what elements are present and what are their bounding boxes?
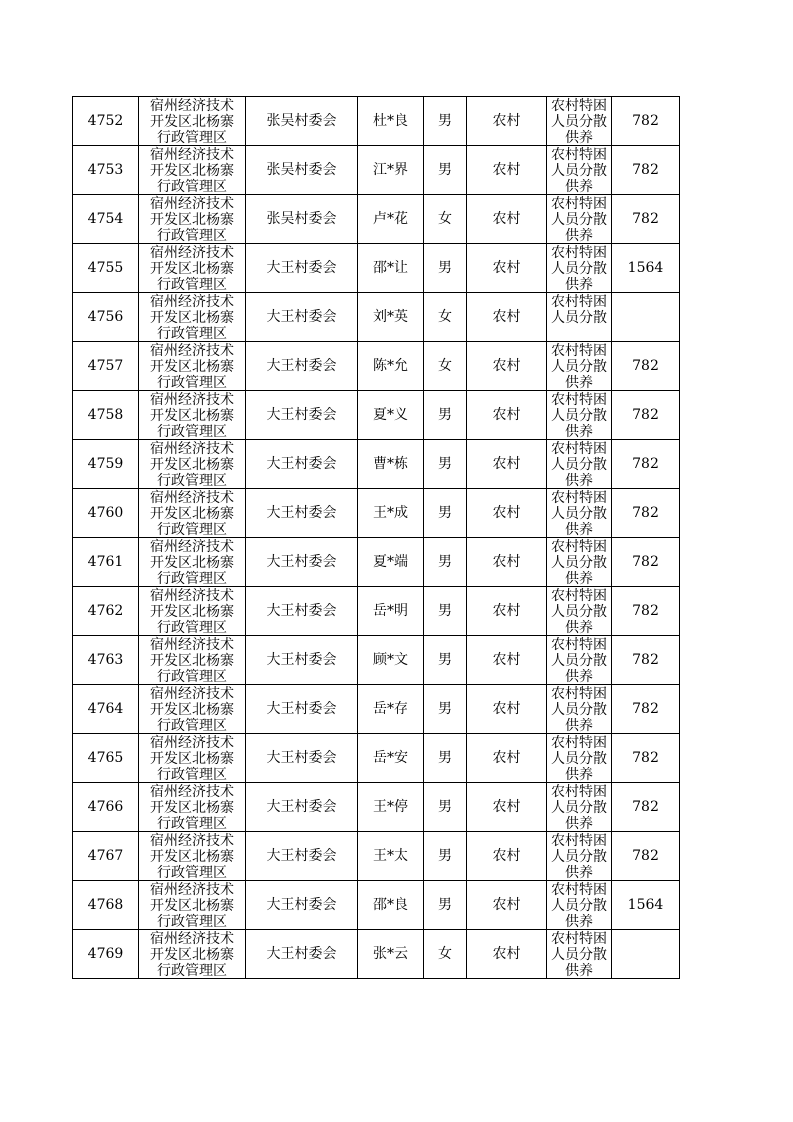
residence-type-cell: 农村 [467,538,547,587]
record-id-cell: 4769 [73,930,139,979]
table-row [73,244,680,293]
assistance-category-text: 农村特困人员分散供养 [551,833,607,880]
assistance-category-cell [547,832,612,881]
residence-type-cell: 农村 [467,587,547,636]
administrative-region-text: 宿州经济技术开发区北杨寨行政管理区 [150,392,234,439]
table-row [73,489,680,538]
residence-type-cell: 农村 [467,342,547,391]
gender-cell: 男 [424,391,467,440]
administrative-region-text: 宿州经济技术开发区北杨寨行政管理区 [150,637,234,684]
assistance-category-text: 农村特困人员分散供养 [551,392,607,439]
administrative-region-text: 宿州经济技术开发区北杨寨行政管理区 [150,882,234,929]
gender-cell: 男 [424,97,467,146]
person-name-cell: 张*云 [358,930,424,979]
table-row [73,930,680,979]
table-row [73,587,680,636]
residence-type-cell: 农村 [467,195,547,244]
assistance-category-text: 农村特困人员分散供养 [551,735,607,782]
table-row [73,391,680,440]
residence-type-cell: 农村 [467,734,547,783]
assistance-category-cell [547,293,612,342]
person-name-cell: 卢*花 [358,195,424,244]
village-committee-cell: 大王村委会 [246,832,358,881]
person-name-cell: 王*成 [358,489,424,538]
administrative-region-cell [139,244,246,293]
residence-type-cell: 农村 [467,832,547,881]
record-id-cell: 4767 [73,832,139,881]
table-row [73,293,680,342]
table-row [73,734,680,783]
administrative-region-text: 宿州经济技术开发区北杨寨行政管理区 [150,784,234,831]
assistance-category-cell [547,244,612,293]
administrative-region-cell [139,293,246,342]
assistance-category-text: 农村特困人员分散供养 [551,686,607,733]
record-id-cell: 4760 [73,489,139,538]
administrative-region-text: 宿州经济技术开发区北杨寨行政管理区 [150,196,234,243]
administrative-region-cell [139,489,246,538]
gender-cell: 女 [424,342,467,391]
administrative-region-text: 宿州经济技术开发区北杨寨行政管理区 [150,931,234,978]
assistance-category-cell [547,734,612,783]
gender-cell: 男 [424,489,467,538]
amount-cell: 782 [612,685,680,734]
amount-cell [612,930,680,979]
gender-cell: 男 [424,734,467,783]
record-id-cell: 4758 [73,391,139,440]
residence-type-cell: 农村 [467,685,547,734]
gender-cell: 女 [424,293,467,342]
administrative-region-text: 宿州经济技术开发区北杨寨行政管理区 [150,294,234,341]
administrative-region-cell [139,783,246,832]
administrative-region-text: 宿州经济技术开发区北杨寨行政管理区 [150,539,234,586]
gender-cell: 男 [424,244,467,293]
gender-cell: 男 [424,783,467,832]
record-id-cell: 4755 [73,244,139,293]
administrative-region-cell [139,440,246,489]
amount-cell: 1564 [612,244,680,293]
village-committee-cell: 大王村委会 [246,636,358,685]
residence-type-cell: 农村 [467,146,547,195]
administrative-region-cell [139,636,246,685]
village-committee-cell: 大王村委会 [246,685,358,734]
person-name-cell: 岳*明 [358,587,424,636]
amount-cell: 782 [612,783,680,832]
gender-cell: 男 [424,440,467,489]
residence-type-cell: 农村 [467,636,547,685]
village-committee-cell: 大王村委会 [246,783,358,832]
gender-cell: 男 [424,636,467,685]
gender-cell: 男 [424,587,467,636]
residence-type-cell: 农村 [467,930,547,979]
assistance-category-text: 农村特困人员分散 [551,294,607,326]
village-committee-cell: 大王村委会 [246,342,358,391]
person-name-cell: 曹*栋 [358,440,424,489]
village-committee-cell: 张吴村委会 [246,97,358,146]
administrative-region-cell [139,881,246,930]
gender-cell: 女 [424,930,467,979]
amount-cell: 1564 [612,881,680,930]
village-committee-cell: 大王村委会 [246,734,358,783]
assistance-category-text: 农村特困人员分散供养 [551,490,607,537]
amount-cell [612,293,680,342]
amount-cell: 782 [612,97,680,146]
village-committee-cell: 大王村委会 [246,538,358,587]
person-name-cell: 邵*让 [358,244,424,293]
assistance-category-text: 农村特困人员分散供养 [551,196,607,243]
amount-cell: 782 [612,391,680,440]
amount-cell: 782 [612,342,680,391]
amount-cell: 782 [612,146,680,195]
person-name-cell: 邵*良 [358,881,424,930]
person-name-cell: 陈*允 [358,342,424,391]
assistance-category-text: 农村特困人员分散供养 [551,245,607,292]
record-id-cell: 4768 [73,881,139,930]
roster-body [73,97,680,979]
administrative-region-cell [139,391,246,440]
record-id-cell: 4765 [73,734,139,783]
table-row [73,783,680,832]
administrative-region-cell [139,342,246,391]
assistance-category-cell [547,97,612,146]
record-id-cell: 4759 [73,440,139,489]
record-id-cell: 4763 [73,636,139,685]
amount-cell: 782 [612,636,680,685]
assistance-category-cell [547,636,612,685]
assistance-category-text: 农村特困人员分散供养 [551,588,607,635]
person-name-cell: 杜*良 [358,97,424,146]
administrative-region-cell [139,97,246,146]
administrative-region-text: 宿州经济技术开发区北杨寨行政管理区 [150,686,234,733]
administrative-region-cell [139,538,246,587]
assistance-category-cell [547,538,612,587]
record-id-cell: 4761 [73,538,139,587]
village-committee-cell: 张吴村委会 [246,195,358,244]
assistance-category-cell [547,489,612,538]
residence-type-cell: 农村 [467,293,547,342]
person-name-cell: 夏*端 [358,538,424,587]
village-committee-cell: 大王村委会 [246,440,358,489]
administrative-region-text: 宿州经济技术开发区北杨寨行政管理区 [150,147,234,194]
assistance-category-cell [547,342,612,391]
person-name-cell: 夏*义 [358,391,424,440]
administrative-region-cell [139,832,246,881]
amount-cell: 782 [612,489,680,538]
person-name-cell: 王*停 [358,783,424,832]
gender-cell: 男 [424,538,467,587]
amount-cell: 782 [612,440,680,489]
administrative-region-text: 宿州经济技术开发区北杨寨行政管理区 [150,245,234,292]
administrative-region-text: 宿州经济技术开发区北杨寨行政管理区 [150,588,234,635]
person-name-cell: 岳*存 [358,685,424,734]
person-name-cell: 顾*文 [358,636,424,685]
residence-type-cell: 农村 [467,391,547,440]
table-row [73,881,680,930]
administrative-region-cell [139,587,246,636]
village-committee-cell: 大王村委会 [246,587,358,636]
village-committee-cell: 大王村委会 [246,489,358,538]
residence-type-cell: 农村 [467,440,547,489]
table-row [73,342,680,391]
village-committee-cell: 大王村委会 [246,391,358,440]
assistance-category-cell [547,440,612,489]
table-row [73,440,680,489]
administrative-region-text: 宿州经济技术开发区北杨寨行政管理区 [150,833,234,880]
residence-type-cell: 农村 [467,244,547,293]
administrative-region-cell [139,146,246,195]
table-row [73,538,680,587]
administrative-region-text: 宿州经济技术开发区北杨寨行政管理区 [150,98,234,145]
assistance-category-cell [547,881,612,930]
assistance-category-text: 农村特困人员分散供养 [551,637,607,684]
village-committee-cell: 大王村委会 [246,930,358,979]
administrative-region-text: 宿州经济技术开发区北杨寨行政管理区 [150,343,234,390]
administrative-region-cell [139,930,246,979]
assistance-category-text: 农村特困人员分散供养 [551,882,607,929]
administrative-region-cell [139,685,246,734]
person-name-cell: 江*界 [358,146,424,195]
assistance-category-text: 农村特困人员分散供养 [551,931,607,978]
administrative-region-cell [139,195,246,244]
gender-cell: 男 [424,146,467,195]
person-name-cell: 刘*英 [358,293,424,342]
assistance-category-cell [547,783,612,832]
roster-table [72,96,680,979]
record-id-cell: 4752 [73,97,139,146]
table-row [73,685,680,734]
record-id-cell: 4756 [73,293,139,342]
amount-cell: 782 [612,195,680,244]
amount-cell: 782 [612,734,680,783]
assistance-category-cell [547,195,612,244]
table-row [73,97,680,146]
amount-cell: 782 [612,832,680,881]
person-name-cell: 岳*安 [358,734,424,783]
village-committee-cell: 张吴村委会 [246,146,358,195]
record-id-cell: 4766 [73,783,139,832]
village-committee-cell: 大王村委会 [246,881,358,930]
residence-type-cell: 农村 [467,97,547,146]
amount-cell: 782 [612,587,680,636]
administrative-region-text: 宿州经济技术开发区北杨寨行政管理区 [150,490,234,537]
table-row [73,146,680,195]
residence-type-cell: 农村 [467,783,547,832]
gender-cell: 男 [424,832,467,881]
record-id-cell: 4753 [73,146,139,195]
assistance-category-text: 农村特困人员分散供养 [551,343,607,390]
gender-cell: 男 [424,685,467,734]
administrative-region-text: 宿州经济技术开发区北杨寨行政管理区 [150,735,234,782]
gender-cell: 女 [424,195,467,244]
assistance-category-text: 农村特困人员分散供养 [551,784,607,831]
table-row [73,195,680,244]
village-committee-cell: 大王村委会 [246,293,358,342]
assistance-category-text: 农村特困人员分散供养 [551,98,607,145]
record-id-cell: 4757 [73,342,139,391]
record-id-cell: 4762 [73,587,139,636]
assistance-category-cell [547,930,612,979]
assistance-category-text: 农村特困人员分散供养 [551,539,607,586]
person-name-cell: 王*太 [358,832,424,881]
administrative-region-text: 宿州经济技术开发区北杨寨行政管理区 [150,441,234,488]
record-id-cell: 4764 [73,685,139,734]
assistance-category-text: 农村特困人员分散供养 [551,147,607,194]
assistance-category-cell [547,391,612,440]
assistance-category-cell [547,146,612,195]
residence-type-cell: 农村 [467,489,547,538]
assistance-category-text: 农村特困人员分散供养 [551,441,607,488]
table-row [73,636,680,685]
village-committee-cell: 大王村委会 [246,244,358,293]
assistance-category-cell [547,685,612,734]
residence-type-cell: 农村 [467,881,547,930]
assistance-category-cell [547,587,612,636]
table-row [73,832,680,881]
record-id-cell: 4754 [73,195,139,244]
administrative-region-cell [139,734,246,783]
amount-cell: 782 [612,538,680,587]
gender-cell: 男 [424,881,467,930]
